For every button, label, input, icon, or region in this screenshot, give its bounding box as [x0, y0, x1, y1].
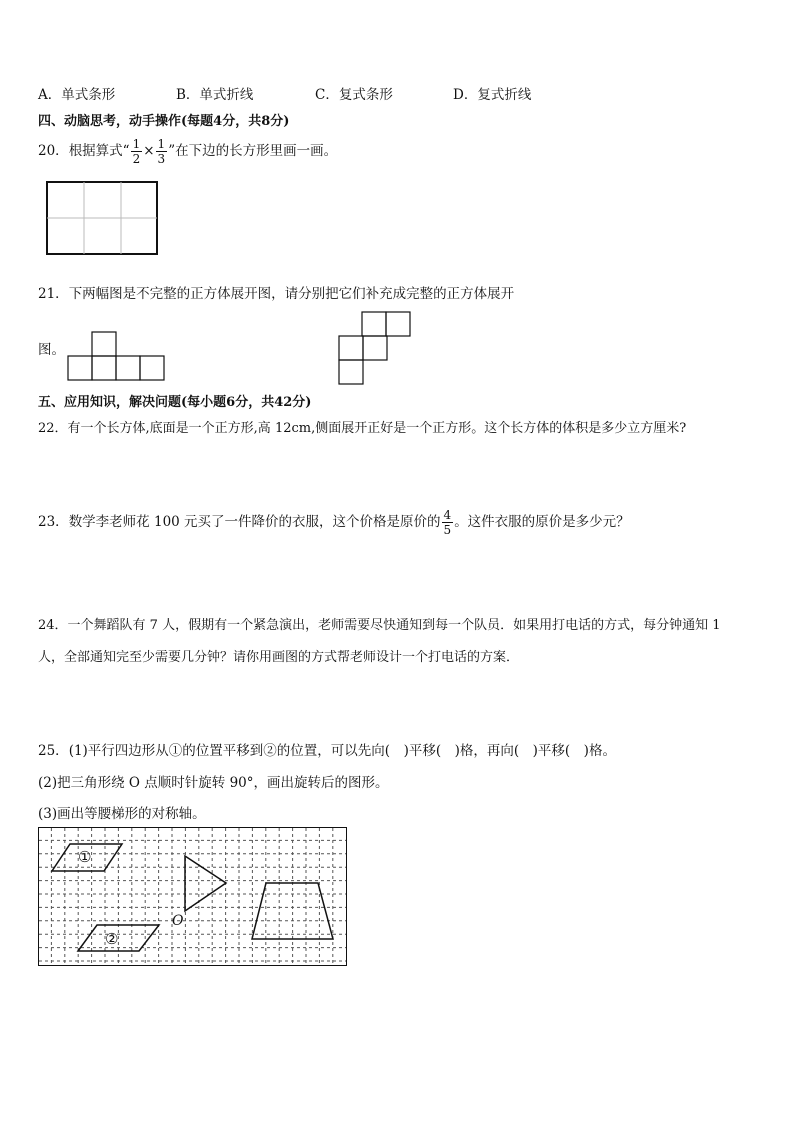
section-5-title: 五、应用知识，解决问题(每小题6分，共42分) — [38, 395, 312, 410]
cube-net-right — [338, 311, 412, 385]
question-20: 20．根据算式“ $\frac{1}{2}$ × $\frac{1}{3}$ ”在下边的长方形里画一画。 — [38, 137, 338, 166]
choice-a: A．单式条形 — [38, 87, 116, 103]
choice-b: B．单式折线 — [176, 87, 254, 103]
question-25-part-1: 25．(1)平行四边形从①的位置平移到②的位置，可以先向( )平移( )格，再向( )平移( )格。 — [38, 743, 616, 759]
question-25-part-3: (3)画出等腰梯形的对称轴。 — [38, 806, 206, 822]
question-21-continued: 图。 — [38, 342, 65, 358]
point-o-label: O — [172, 913, 184, 929]
choice-c: C．复式条形 — [315, 87, 393, 103]
parallelogram-1-label: ① — [78, 848, 92, 866]
q20-rectangle-diagram — [46, 181, 158, 255]
parallelogram-2-label: ② — [105, 930, 119, 948]
q25-grid-figure — [38, 827, 348, 967]
fraction-one-third: $\frac{1}{3}$ — [157, 137, 166, 166]
question-25-part-2: (2)把三角形绕 O 点顺时针旋转 90°，画出旋转后的图形。 — [38, 775, 389, 791]
question-21: 21．下两幅图是不完整的正方体展开图，请分别把它们补充成完整的正方体展开 — [38, 286, 515, 302]
choice-d: D．复式折线 — [453, 87, 532, 103]
fraction-four-fifths: $\frac{4}{5}$ — [443, 508, 452, 537]
cube-net-left — [66, 331, 166, 381]
question-24-line-2: 人，全部通知完至少需要几分钟？请你用画图的方式帮老师设计一个打电话的方案． — [38, 650, 520, 665]
question-23: 23．数学李老师花 100 元买了一件降价的衣服，这个价格是原价的 $\frac{4}{5}$ 。这件衣服的原价是多少元？ — [38, 508, 630, 537]
question-22: 22．有一个长方体,底面是一个正方形,高 12cm,侧面展开正好是一个正方形。这个长方体的体积是多少立方厘米? — [38, 421, 687, 436]
fraction-one-half: $\frac{1}{2}$ — [132, 137, 141, 166]
question-24-line-1: 24．一个舞蹈队有 7 人，假期有一个紧急演出，老师需要尽快通知到每一个队员．如果用打电话的方式，每分钟通知 1 — [38, 618, 721, 633]
triangle — [185, 856, 226, 911]
section-4-title: 四、动脑思考，动手操作(每题4分，共8分) — [38, 114, 290, 129]
